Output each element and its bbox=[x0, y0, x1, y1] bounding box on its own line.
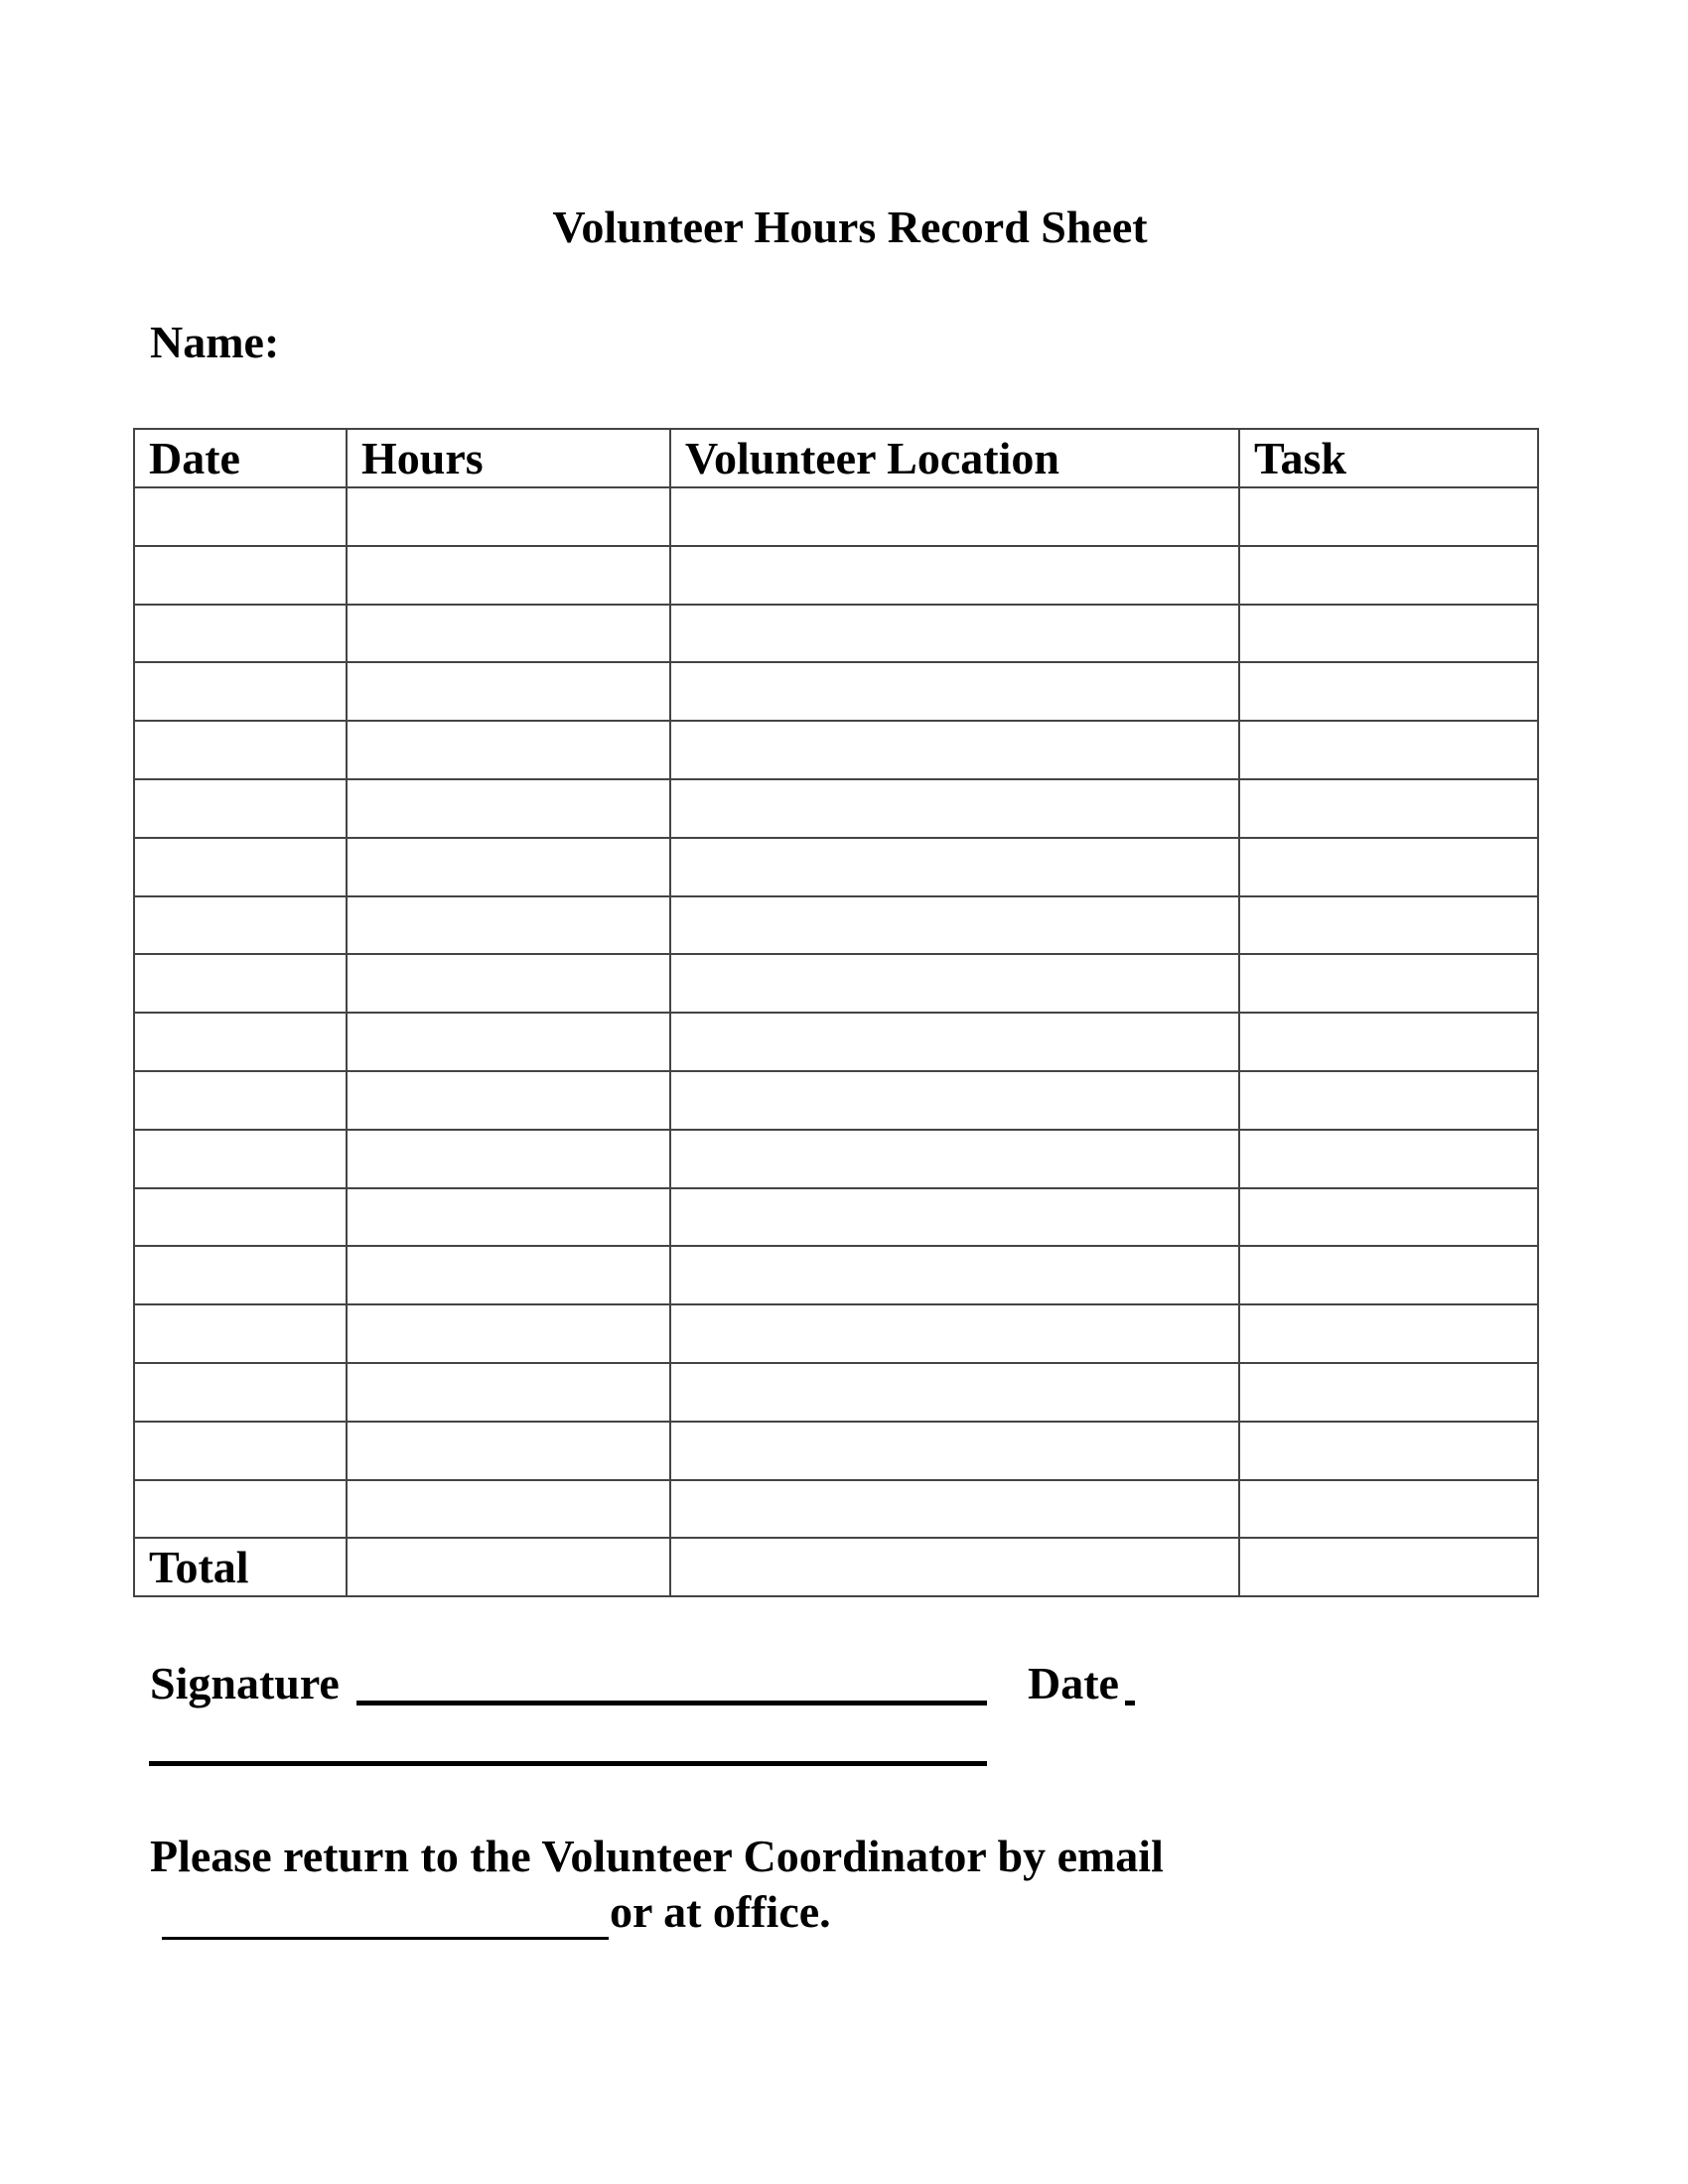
date-cell[interactable] bbox=[134, 487, 347, 546]
task-cell[interactable] bbox=[1239, 662, 1538, 721]
signature-second-line bbox=[149, 1761, 987, 1766]
hours-cell[interactable] bbox=[347, 1422, 670, 1480]
location-cell[interactable] bbox=[670, 1538, 1239, 1596]
date-cell[interactable] bbox=[134, 1363, 347, 1422]
location-cell[interactable] bbox=[670, 896, 1239, 955]
return-note-line2: or at office. bbox=[610, 1886, 831, 1937]
signature-line[interactable] bbox=[356, 1701, 987, 1706]
location-cell[interactable] bbox=[670, 1130, 1239, 1188]
date-cell[interactable] bbox=[134, 1071, 347, 1130]
hours-cell[interactable] bbox=[347, 1480, 670, 1539]
table-row bbox=[134, 1304, 1538, 1363]
location-cell[interactable] bbox=[670, 546, 1239, 605]
hours-cell[interactable] bbox=[347, 779, 670, 838]
table-row bbox=[134, 1422, 1538, 1480]
header-hours: Hours bbox=[347, 429, 670, 487]
table-row bbox=[134, 779, 1538, 838]
date-cell[interactable] bbox=[134, 546, 347, 605]
task-cell[interactable] bbox=[1239, 1422, 1538, 1480]
date-line[interactable] bbox=[1125, 1701, 1135, 1706]
date-cell[interactable] bbox=[134, 954, 347, 1013]
table-row bbox=[134, 954, 1538, 1013]
date-cell[interactable] bbox=[134, 1304, 347, 1363]
task-cell[interactable] bbox=[1239, 1304, 1538, 1363]
task-cell[interactable] bbox=[1239, 1071, 1538, 1130]
date-cell[interactable] bbox=[134, 1130, 347, 1188]
hours-table bbox=[133, 428, 1539, 1597]
header-date: Date bbox=[134, 429, 347, 487]
date-cell[interactable] bbox=[134, 605, 347, 663]
hours-cell[interactable] bbox=[347, 1304, 670, 1363]
task-cell[interactable] bbox=[1239, 605, 1538, 663]
table-row bbox=[134, 896, 1538, 955]
task-cell[interactable] bbox=[1239, 1013, 1538, 1071]
date-cell[interactable] bbox=[134, 1246, 347, 1304]
hours-cell[interactable] bbox=[347, 487, 670, 546]
task-cell[interactable] bbox=[1239, 838, 1538, 896]
location-cell[interactable] bbox=[670, 662, 1239, 721]
location-cell[interactable] bbox=[670, 1246, 1239, 1304]
header-volunteer-location: Volunteer Location bbox=[670, 429, 1239, 487]
hours-cell[interactable] bbox=[347, 1013, 670, 1071]
date-cell[interactable] bbox=[134, 1480, 347, 1539]
task-cell[interactable] bbox=[1239, 1246, 1538, 1304]
table-row bbox=[134, 1071, 1538, 1130]
task-cell[interactable] bbox=[1239, 721, 1538, 779]
table-row bbox=[134, 487, 1538, 546]
table-row bbox=[134, 662, 1538, 721]
total-row bbox=[134, 1538, 1538, 1596]
table-row bbox=[134, 721, 1538, 779]
name-label: Name: bbox=[150, 317, 280, 367]
location-cell[interactable] bbox=[670, 1363, 1239, 1422]
date-cell[interactable] bbox=[134, 896, 347, 955]
hours-cell[interactable] bbox=[347, 546, 670, 605]
location-cell[interactable] bbox=[670, 1422, 1239, 1480]
hours-cell[interactable] bbox=[347, 954, 670, 1013]
hours-cell[interactable] bbox=[347, 838, 670, 896]
date-cell[interactable] bbox=[134, 838, 347, 896]
table-row bbox=[134, 546, 1538, 605]
location-cell[interactable] bbox=[670, 721, 1239, 779]
task-cell[interactable] bbox=[1239, 779, 1538, 838]
task-cell[interactable] bbox=[1239, 1480, 1538, 1539]
hours-cell[interactable] bbox=[347, 1188, 670, 1247]
hours-cell[interactable] bbox=[347, 1071, 670, 1130]
date-cell[interactable] bbox=[134, 1188, 347, 1247]
signature-label: Signature bbox=[150, 1658, 340, 1708]
hours-cell[interactable] bbox=[347, 896, 670, 955]
hours-cell[interactable] bbox=[347, 1130, 670, 1188]
location-cell[interactable] bbox=[670, 1188, 1239, 1247]
location-cell[interactable] bbox=[670, 779, 1239, 838]
location-cell[interactable] bbox=[670, 1071, 1239, 1130]
location-cell[interactable] bbox=[670, 605, 1239, 663]
location-cell[interactable] bbox=[670, 1480, 1239, 1539]
hours-cell[interactable] bbox=[347, 662, 670, 721]
table-row bbox=[134, 1246, 1538, 1304]
page-title: Volunteer Hours Record Sheet bbox=[552, 202, 1148, 252]
location-cell[interactable] bbox=[670, 1013, 1239, 1071]
date-cell[interactable] bbox=[134, 662, 347, 721]
date-cell[interactable] bbox=[134, 779, 347, 838]
location-cell[interactable] bbox=[670, 1304, 1239, 1363]
date-label: Date bbox=[1028, 1658, 1119, 1708]
hours-cell[interactable] bbox=[347, 721, 670, 779]
hours-cell[interactable] bbox=[347, 605, 670, 663]
location-cell[interactable] bbox=[670, 487, 1239, 546]
task-cell[interactable] bbox=[1239, 546, 1538, 605]
task-cell[interactable] bbox=[1239, 896, 1538, 955]
task-cell[interactable] bbox=[1239, 954, 1538, 1013]
table-row bbox=[134, 1480, 1538, 1539]
table-header-row bbox=[134, 429, 1538, 487]
table-row bbox=[134, 1188, 1538, 1247]
date-cell[interactable] bbox=[134, 1422, 347, 1480]
task-cell[interactable] bbox=[1239, 1538, 1538, 1596]
table-row bbox=[134, 1013, 1538, 1071]
email-blank-line[interactable] bbox=[162, 1937, 609, 1940]
date-cell[interactable] bbox=[134, 721, 347, 779]
total-label: Total bbox=[134, 1538, 347, 1596]
hours-cell[interactable] bbox=[347, 1363, 670, 1422]
task-cell[interactable] bbox=[1239, 487, 1538, 546]
header-task: Task bbox=[1239, 429, 1538, 487]
hours-cell[interactable] bbox=[347, 1538, 670, 1596]
location-cell[interactable] bbox=[670, 838, 1239, 896]
table-row bbox=[134, 1363, 1538, 1422]
task-cell[interactable] bbox=[1239, 1363, 1538, 1422]
hours-cell[interactable] bbox=[347, 1246, 670, 1304]
task-cell[interactable] bbox=[1239, 1130, 1538, 1188]
date-cell[interactable] bbox=[134, 1013, 347, 1071]
task-cell[interactable] bbox=[1239, 1188, 1538, 1247]
return-note-line1: Please return to the Volunteer Coordinator by email bbox=[150, 1831, 1164, 1881]
location-cell[interactable] bbox=[670, 954, 1239, 1013]
table-row bbox=[134, 838, 1538, 896]
table-row bbox=[134, 1130, 1538, 1188]
table-row bbox=[134, 605, 1538, 663]
